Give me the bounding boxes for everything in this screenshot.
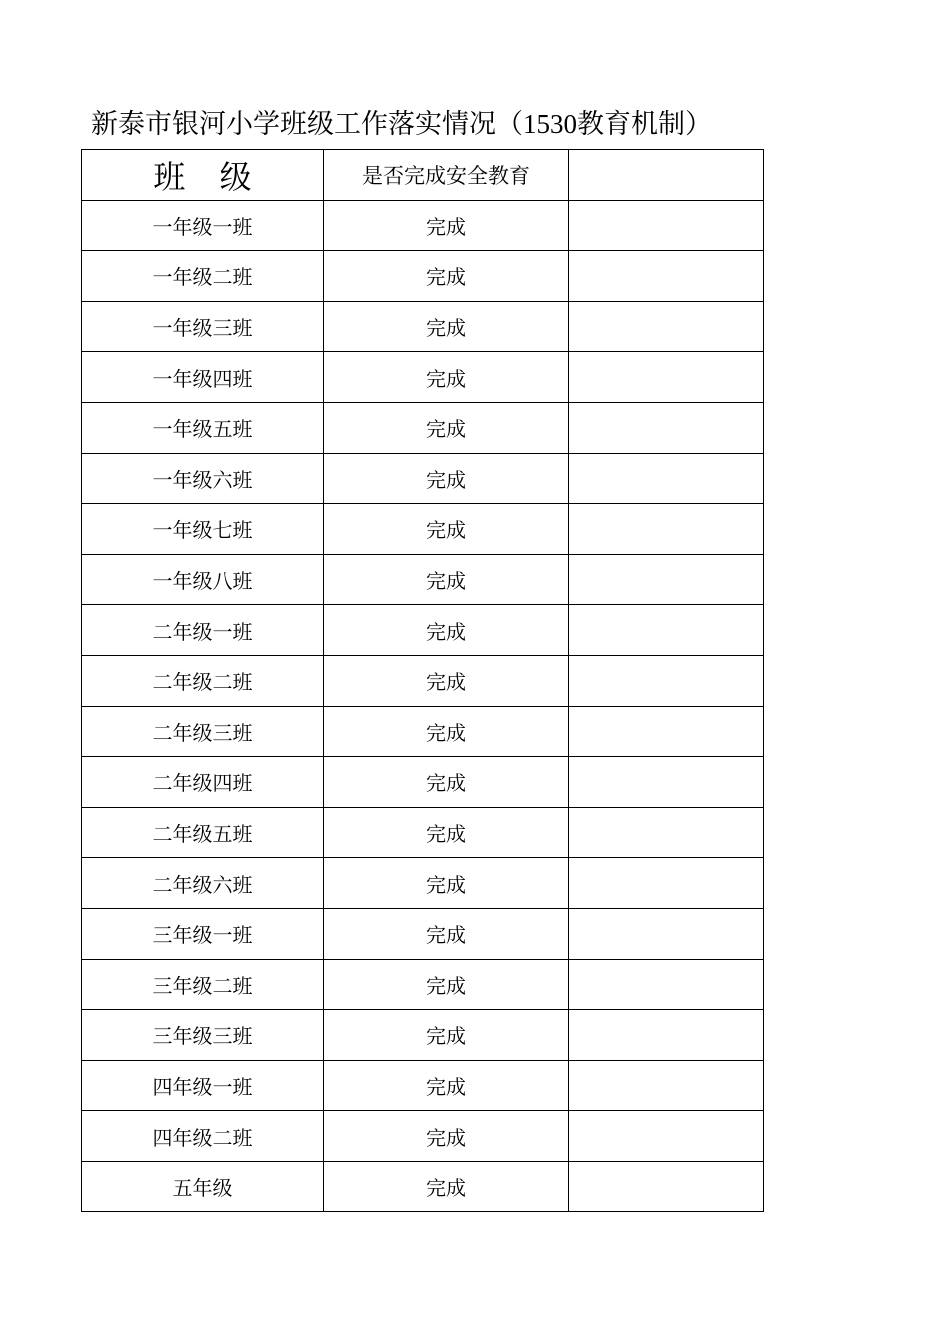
- note-cell: [569, 1111, 764, 1162]
- table-row: [82, 858, 764, 909]
- note-cell: [569, 1060, 764, 1111]
- status-cell: 完成: [324, 706, 569, 757]
- class-cell: 一年级七班: [82, 504, 324, 555]
- status-cell: 完成: [324, 807, 569, 858]
- class-cell: 一年级三班: [82, 301, 324, 352]
- note-cell: [569, 959, 764, 1010]
- class-cell: 一年级五班: [82, 402, 324, 453]
- class-cell: 二年级二班: [82, 655, 324, 706]
- table-row: [82, 655, 764, 706]
- table-row: [82, 301, 764, 352]
- class-cell: 四年级二班: [82, 1111, 324, 1162]
- table-row: [82, 807, 764, 858]
- status-cell: 完成: [324, 959, 569, 1010]
- status-cell: 完成: [324, 605, 569, 656]
- status-cell: 完成: [324, 453, 569, 504]
- table-row: [82, 757, 764, 808]
- note-cell: [569, 858, 764, 909]
- status-cell: 完成: [324, 504, 569, 555]
- title-number: 1530: [523, 109, 577, 139]
- class-cell: 三年级二班: [82, 959, 324, 1010]
- class-cell: 四年级一班: [82, 1060, 324, 1111]
- note-cell: [569, 908, 764, 959]
- table-row: [82, 402, 764, 453]
- table-header-row: [82, 150, 764, 201]
- status-cell: 完成: [324, 858, 569, 909]
- note-cell: [569, 1161, 764, 1212]
- table-row: [82, 554, 764, 605]
- note-cell: [569, 402, 764, 453]
- table-row: [82, 959, 764, 1010]
- header-class: 班 级: [82, 150, 324, 201]
- class-cell: 二年级一班: [82, 605, 324, 656]
- class-cell: 二年级四班: [82, 757, 324, 808]
- note-cell: [569, 453, 764, 504]
- title-suffix: 教育机制）: [577, 109, 712, 140]
- table-row: [82, 908, 764, 959]
- status-cell: 完成: [324, 757, 569, 808]
- class-cell: 三年级三班: [82, 1010, 324, 1061]
- table-row: [82, 1010, 764, 1061]
- table-row: [82, 352, 764, 403]
- class-cell: 一年级八班: [82, 554, 324, 605]
- class-cell: 三年级一班: [82, 908, 324, 959]
- note-cell: [569, 200, 764, 251]
- status-cell: 完成: [324, 251, 569, 302]
- note-cell: [569, 605, 764, 656]
- table-row: [82, 453, 764, 504]
- table-row: [82, 706, 764, 757]
- class-cell: 一年级一班: [82, 200, 324, 251]
- class-cell: 二年级三班: [82, 706, 324, 757]
- status-cell: 完成: [324, 908, 569, 959]
- title-prefix: 新泰市银河小学班级工作落实情况（: [91, 109, 523, 140]
- table-row: [82, 1161, 764, 1212]
- status-cell: 完成: [324, 402, 569, 453]
- header-blank: [569, 150, 764, 201]
- table-row: [82, 1111, 764, 1162]
- header-safety-education: 是否完成安全教育: [324, 150, 569, 201]
- status-cell: 完成: [324, 655, 569, 706]
- note-cell: [569, 807, 764, 858]
- status-cell: 完成: [324, 1060, 569, 1111]
- status-cell: 完成: [324, 1111, 569, 1162]
- status-cell: 完成: [324, 554, 569, 605]
- note-cell: [569, 352, 764, 403]
- table-row: [82, 504, 764, 555]
- table-row: [82, 605, 764, 656]
- document-title: [91, 104, 712, 145]
- note-cell: [569, 757, 764, 808]
- table-row: [82, 251, 764, 302]
- note-cell: [569, 504, 764, 555]
- class-cell: 二年级五班: [82, 807, 324, 858]
- class-cell: 一年级六班: [82, 453, 324, 504]
- note-cell: [569, 655, 764, 706]
- class-cell: 一年级二班: [82, 251, 324, 302]
- table-row: [82, 200, 764, 251]
- note-cell: [569, 251, 764, 302]
- note-cell: [569, 554, 764, 605]
- note-cell: [569, 706, 764, 757]
- status-cell: 完成: [324, 1161, 569, 1212]
- status-cell: 完成: [324, 1010, 569, 1061]
- status-cell: 完成: [324, 200, 569, 251]
- class-cell: 一年级四班: [82, 352, 324, 403]
- note-cell: [569, 301, 764, 352]
- status-cell: 完成: [324, 301, 569, 352]
- class-cell: 二年级六班: [82, 858, 324, 909]
- status-cell: 完成: [324, 352, 569, 403]
- class-report-table: [81, 149, 764, 1212]
- table-row: [82, 1060, 764, 1111]
- note-cell: [569, 1010, 764, 1061]
- class-cell: 五年级: [82, 1161, 324, 1212]
